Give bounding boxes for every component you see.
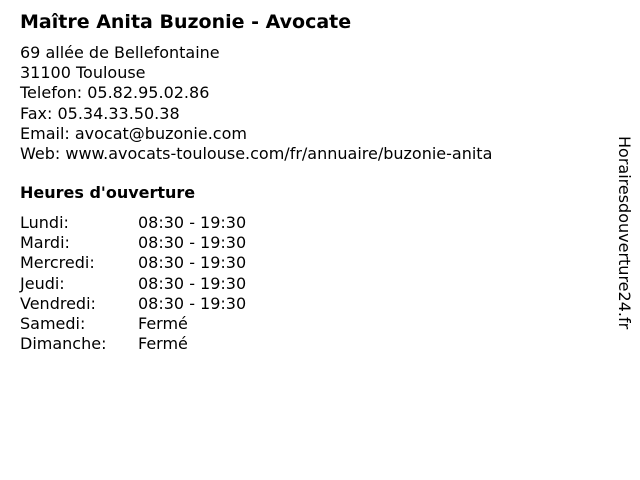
day-label: Mardi: (20, 233, 70, 253)
day-label: Vendredi: (20, 293, 96, 313)
day-hours: Fermé (138, 334, 188, 354)
day-label: Samedi: (20, 313, 86, 333)
day-label: Lundi: (20, 213, 69, 232)
contact-info (20, 43, 492, 164)
day-label: Mercredi: (20, 253, 95, 273)
day-hours: 08:30 - 19:30 (138, 213, 247, 232)
fax-number: Fax: 05.34.33.50.38 (20, 103, 180, 123)
day-hours: 08:30 - 19:30 (138, 273, 247, 293)
phone-number: Telefon: 05.82.95.02.86 (20, 83, 210, 103)
opening-hours-heading: Heures d'ouverture (20, 183, 196, 202)
address-city: 31100 Toulouse (20, 63, 146, 83)
website-url: Web: www.avocats-toulouse.com/fr/annuaire/buzonie-anita (20, 143, 493, 163)
day-hours: 08:30 - 19:30 (138, 293, 247, 313)
address-street: 69 allée de Bellefontaine (20, 43, 220, 62)
day-hours: 08:30 - 19:30 (138, 233, 247, 253)
day-label: Jeudi: (20, 273, 65, 293)
day-hours: Fermé (138, 313, 188, 333)
email-address: Email: avocat@buzonie.com (20, 123, 247, 143)
business-title: Maître Anita Buzonie - Avocate (20, 11, 352, 33)
day-hours: 08:30 - 19:30 (138, 253, 247, 273)
site-watermark: Horairesdouverture24.fr (615, 136, 634, 330)
day-label: Dimanche: (20, 334, 107, 354)
